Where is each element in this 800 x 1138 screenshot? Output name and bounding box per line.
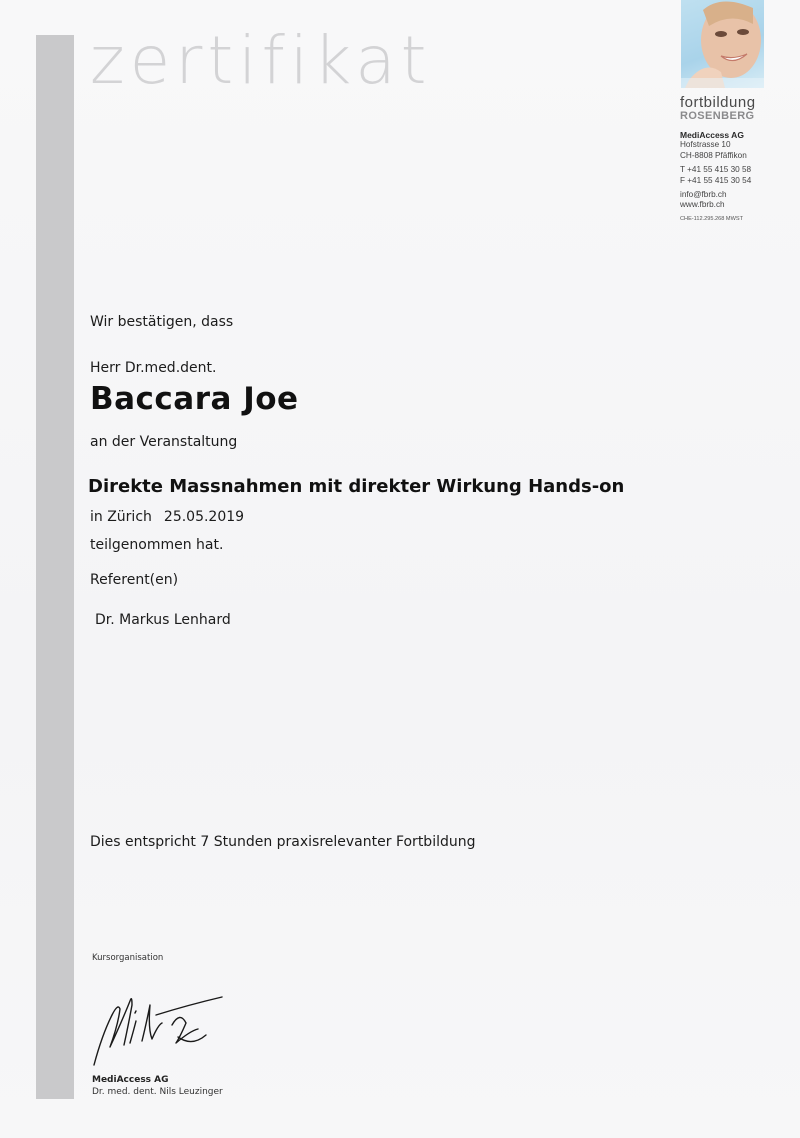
brand-logo	[680, 96, 790, 122]
organisation-label: Kursorganisation	[92, 953, 164, 963]
footer-signatory: Dr. med. dent. Nils Leuzinger	[92, 1087, 223, 1097]
brand-name-line1: fortbildung	[680, 94, 756, 111]
brand-photo	[681, 0, 764, 88]
brand-name-line2: ROSENBERG	[680, 110, 755, 122]
salutation: Herr Dr.med.dent.	[90, 360, 217, 376]
event-intro: an der Veranstaltung	[90, 434, 238, 450]
training-hours-text: Dies entspricht 7 Stunden praxisrelevanter Fortbildung	[90, 834, 476, 850]
event-place-date	[90, 509, 244, 525]
address-tax-id: CHE-112.295.268 MWST	[680, 215, 744, 222]
signature	[88, 985, 238, 1070]
participated-text: teilgenommen hat.	[90, 537, 224, 553]
brand-address	[680, 130, 790, 224]
address-fax: F +41 55 415 30 54	[680, 175, 752, 185]
address-phone: T +41 55 415 30 58	[680, 165, 752, 175]
event-date: 25.05.2019	[163, 509, 245, 525]
event-title: Direkte Massnahmen mit direkter Wirkung Hands-on	[88, 476, 625, 497]
speakers-label: Referent(en)	[90, 572, 179, 588]
address-company: MediAccess AG	[680, 130, 744, 140]
address-web: www.fbrb.ch	[680, 200, 725, 210]
address-city: CH-8808 Pfäffikon	[680, 150, 747, 160]
confirm-text: Wir bestätigen, dass	[90, 314, 234, 330]
speaker-name: Dr. Markus Lenhard	[95, 612, 231, 628]
certificate-title: zertifikat	[90, 22, 432, 99]
address-street: Hofstrasse 10	[680, 140, 731, 150]
decorative-side-bar	[36, 35, 74, 1099]
address-email: info@fbrb.ch	[680, 190, 727, 200]
footer-company: MediAccess AG	[92, 1075, 169, 1085]
participant-name: Baccara Joe	[90, 381, 299, 417]
event-place: in Zürich	[90, 509, 152, 525]
